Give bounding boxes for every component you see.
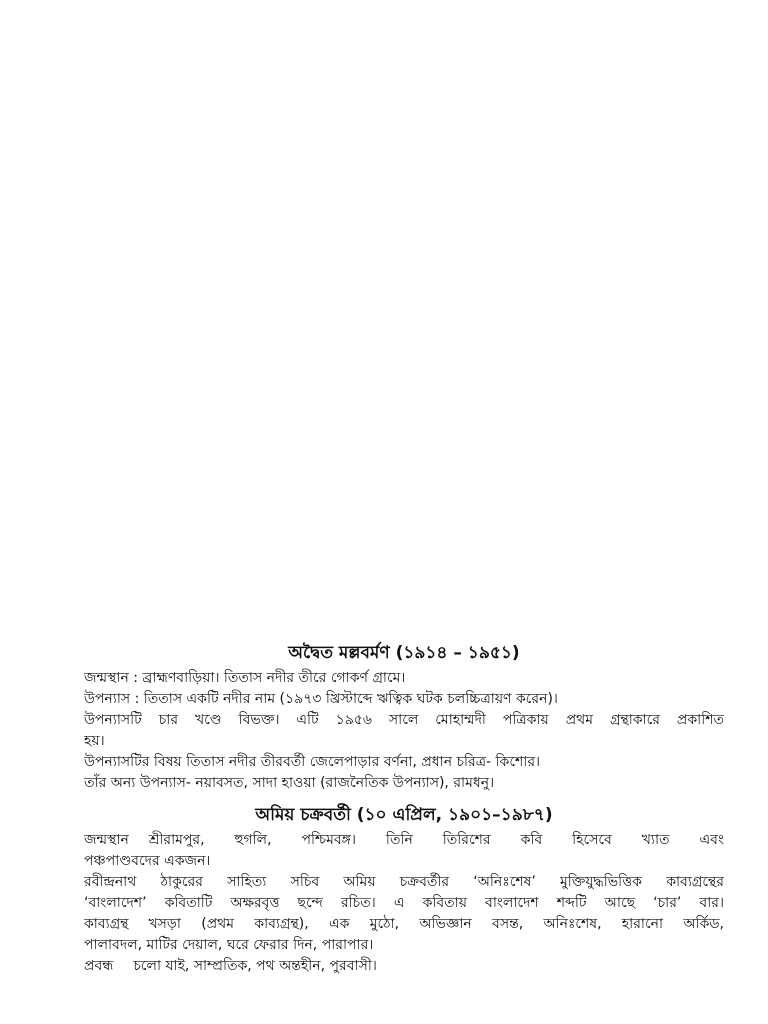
section-heading: অমিয় চক্রবর্তী (১০ এপ্রিল, ১৯০১–১৯৮৭) bbox=[255, 805, 553, 825]
text-line: উপন্যাস : তিতাস একটি নদীর নাম (১৯৭৩ খ্রিস্টাব্দে ঋত্বিক ঘটক চলচ্চিত্রায়ণ করেন)। bbox=[84, 691, 558, 707]
birthplace-line bbox=[84, 830, 724, 851]
text-line: জন্মস্থান : ব্রাহ্মণবাড়িয়া। তিতাস নদীর তীরে গোকর্ণ গ্রামে। bbox=[84, 670, 406, 686]
section-advaita-mallabarman bbox=[84, 640, 724, 794]
section-amiya-chakraborty bbox=[84, 802, 724, 977]
text-line: ‘বাংলাদেশ’ কবিতাটি অক্ষরবৃত্ত ছন্দে রচিত। এ কবিতায় বাংলাদেশ শব্দটি আছে ‘চার’ বার। bbox=[84, 895, 724, 911]
text-line: উপন্যাসটি চার খণ্ডে বিভক্ত। এটি ১৯৫৬ সালে মোহাম্মদী পত্রিকায় প্রথম গ্রন্থাকারে প্রকাশিত bbox=[84, 712, 724, 728]
poetry-text: খসড়া (প্রথম কাব্যগ্রন্থ), এক মুঠো, অভিজ্ঞান বসন্ত, অনিঃশেষ, হারানো অর্কিড, bbox=[148, 916, 724, 932]
section-heading: অদ্বৈত মল্লবর্মণ (১৯১৪ – ১৯৫১) bbox=[288, 643, 520, 663]
essay-line bbox=[84, 956, 724, 977]
text-line: হয়। bbox=[84, 733, 105, 749]
text-line: উপন্যাসটির বিষয় তিতাস নদীর তীরবর্তী জেলেপাড়ার বর্ণনা, প্রধান চরিত্র- কিশোর। bbox=[84, 754, 541, 770]
poetry-label: কাব্যগ্রন্থ bbox=[84, 916, 129, 932]
text-line: রবীন্দ্রনাথ ঠাকুরের সাহিত্য সচিব অমিয় চক্রবর্তীর ‘অনিঃশেষ’ মুক্তিযুদ্ধভিত্তিক কাব্যগ্রন্থের bbox=[84, 874, 724, 890]
poetry-line bbox=[84, 914, 724, 935]
essay-text: চলো যাই, সাম্প্রতিক, পথ অন্তহীন, পুরবাসী। bbox=[133, 958, 377, 974]
text-line: পঞ্চপাণ্ডবদের একজন। bbox=[84, 853, 211, 869]
birthplace-text: শ্রীরামপুর, হুগলি, পশ্চিমবঙ্গ। তিনি তিরিশের কবি হিসেবে খ্যাত এবং bbox=[148, 832, 724, 848]
text-line: তাঁর অন্য উপন্যাস- নয়াবসত, সাদা হাওয়া (রাজনৈতিক উপন্যাস), রামধনু। bbox=[84, 775, 495, 791]
essay-label: প্রবন্ধ bbox=[84, 958, 114, 974]
text-line: পালাবদল, মাটির দেয়াল, ঘরে ফেরার দিন, পারাপার। bbox=[84, 937, 374, 953]
birthplace-label: জন্মস্থান bbox=[84, 832, 129, 848]
